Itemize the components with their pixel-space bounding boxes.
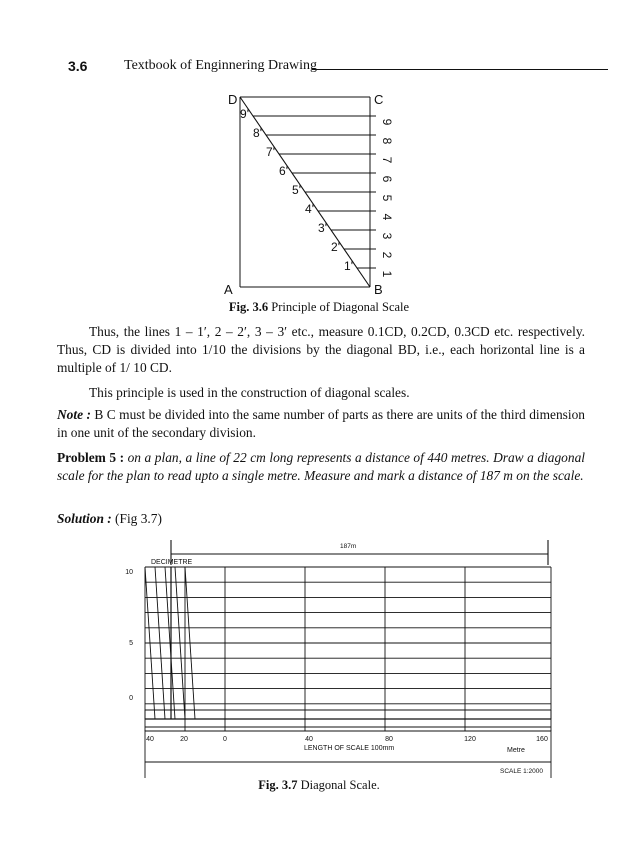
y-label-10: 10 (125, 569, 133, 576)
decimetre-label: DECIMETRE (151, 559, 193, 566)
left-label-5: 5' (292, 183, 301, 197)
problem-text: on a plan, a line of 22 cm long represents a distance of 440 metres. Draw a diagonal scale for the plan to read upto a single metre. Measure and mark a distance of 187 m on the scale. (57, 450, 585, 483)
corner-label-a: A (224, 282, 233, 297)
left-label-7: 7' (266, 145, 275, 159)
note-text: B C must be divided into the same number of parts as there are units of the third dimension in one unit of the secondary division. (57, 407, 585, 440)
x-label-3: 40 (305, 736, 313, 743)
right-label-8: 8 (380, 137, 394, 145)
x-label-4: 80 (385, 736, 393, 743)
fig37-x-labels (146, 736, 548, 743)
corner-label-d: D (228, 92, 238, 107)
fig37-caption-text: Diagonal Scale. (300, 778, 380, 792)
x-label-1: 20 (180, 736, 188, 743)
fig36-caption-number: Fig. 3.6 (228, 300, 269, 314)
x-label-2: 0 (223, 736, 227, 743)
length-label: LENGTH OF SCALE 100mm (304, 745, 395, 752)
fig37-caption-number: Fig. 3.7 (258, 778, 298, 792)
fig36-caption-text: Principle of Diagonal Scale (271, 300, 410, 314)
y-label-5: 5 (129, 640, 133, 647)
left-label-9: 9' (240, 107, 249, 121)
paragraph-principle: This principle is used in the construction of diagonal scales. (89, 385, 410, 400)
section-number: 3.6 (68, 58, 88, 74)
left-label-6: 6' (279, 164, 288, 178)
corner-label-c: C (374, 92, 384, 107)
right-label-2: 2 (380, 251, 394, 259)
left-label-1: 1' (344, 259, 353, 273)
right-label-5: 5 (380, 194, 394, 202)
right-label-4: 4 (380, 213, 394, 221)
problem-label: Problem 5 : (57, 450, 125, 465)
right-label-6: 6 (380, 175, 394, 183)
right-label-7: 7 (380, 156, 394, 164)
book-title: Textbook of Enginnering Drawing (124, 58, 318, 73)
fig37-y-labels (125, 569, 133, 702)
left-label-2: 2' (331, 240, 340, 254)
note-label: Note : (57, 407, 91, 422)
corner-label-b: B (374, 282, 383, 297)
left-label-8: 8' (253, 126, 262, 140)
fig37-lines (145, 540, 551, 778)
left-label-4: 4' (305, 202, 314, 216)
x-label-5: 120 (464, 736, 476, 743)
solution-text: (Fig 3.7) (111, 511, 162, 526)
x-label-0: 40 (146, 736, 154, 743)
y-label-0: 0 (129, 695, 133, 702)
right-label-1: 1 (380, 270, 394, 278)
left-label-3: 3' (318, 221, 327, 235)
paragraph-lines-measure: Thus, the lines 1 – 1′, 2 – 2′, 3 – 3′ etc., measure 0.1CD, 0.2CD, 0.3CD etc. respectively. Thus, CD is divided into 1/10 the divisions by the diagonal BD, i.e., each horizontal line is a multiple of 1/ 10 CD. (57, 324, 585, 375)
x-label-6: 160 (536, 736, 548, 743)
solution-label: Solution : (57, 511, 112, 526)
right-label-9: 9 (380, 118, 394, 126)
unit-label: Metre (507, 747, 525, 754)
right-label-3: 3 (380, 232, 394, 240)
measure-label: 187m (340, 543, 357, 550)
fig37-caption (0, 778, 638, 793)
scale-label: SCALE 1:2000 (500, 768, 544, 775)
